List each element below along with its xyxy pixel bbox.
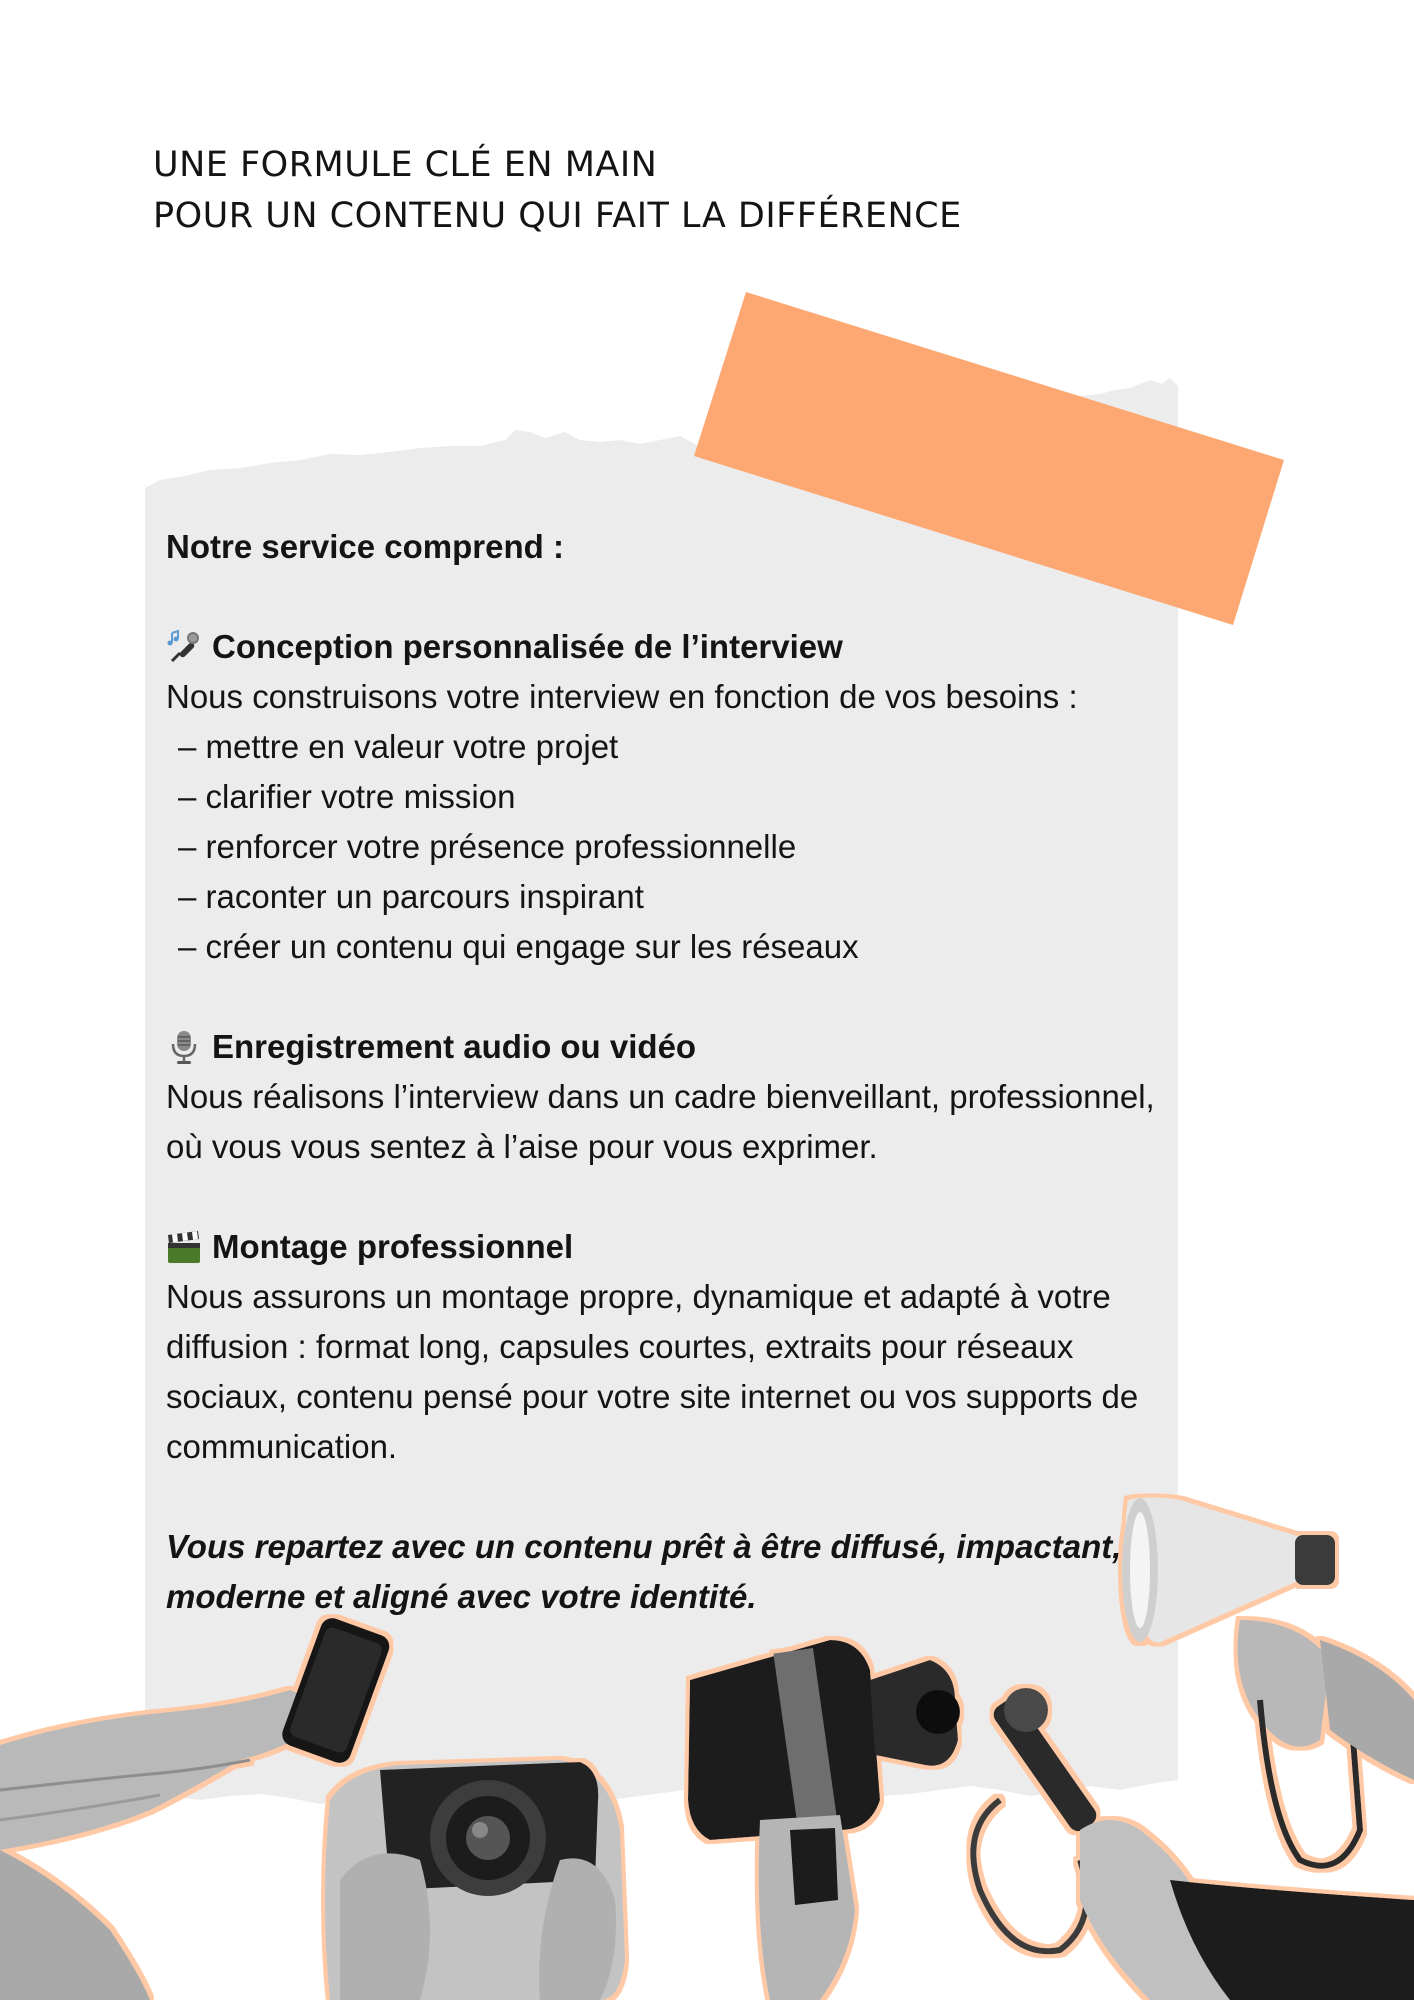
service-description	[166, 522, 1181, 1622]
section-title-row	[166, 622, 1181, 672]
section-text: Nous assurons un montage propre, dynamique et adapté à votre diffusion : format long, capsules courtes, extraits pour réseaux sociaux, contenu pensé pour votre site internet ou vos supports de communication.	[166, 1278, 1139, 1465]
bullet-item: – clarifier votre mission	[178, 778, 516, 815]
closing-statement: Vous repartez avec un contenu prêt à être diffusé, impactant, moderne et aligné avec votre identité.	[166, 1528, 1122, 1615]
section-title-row	[166, 1222, 1181, 1272]
section-editing	[166, 1222, 1181, 1472]
intro-heading: Notre service comprend :	[166, 528, 564, 565]
section-text: Nous réalisons l’interview dans un cadre bienveillant, professionnel, où vous vous sentez à l’aise pour vous exprimer.	[166, 1078, 1155, 1165]
heading-line-2: POUR UN CONTENU QUI FAIT LA DIFFÉRENCE	[153, 196, 962, 236]
bullet-item: – mettre en valeur votre projet	[178, 728, 619, 765]
studio-microphone-icon	[166, 1029, 202, 1065]
heading-line-1: UNE FORMULE CLÉ EN MAIN	[153, 145, 658, 185]
section-title: Conception personnalisée de l’interview	[212, 628, 843, 665]
section-title: Montage professionnel	[212, 1228, 574, 1265]
section-title-row	[166, 1022, 1181, 1072]
section-recording	[166, 1022, 1181, 1172]
bullet-item: – créer un contenu qui engage sur les réseaux	[178, 928, 859, 965]
section-text: Nous construisons votre interview en fonction de vos besoins :	[166, 678, 1078, 715]
section-interview-design	[166, 622, 1181, 972]
microphone-music-icon	[166, 629, 202, 665]
bullet-item: – renforcer votre présence professionnelle	[178, 828, 797, 865]
section-title: Enregistrement audio ou vidéo	[212, 1028, 697, 1065]
bullet-item: – raconter un parcours inspirant	[178, 878, 644, 915]
clapperboard-icon	[166, 1229, 202, 1265]
